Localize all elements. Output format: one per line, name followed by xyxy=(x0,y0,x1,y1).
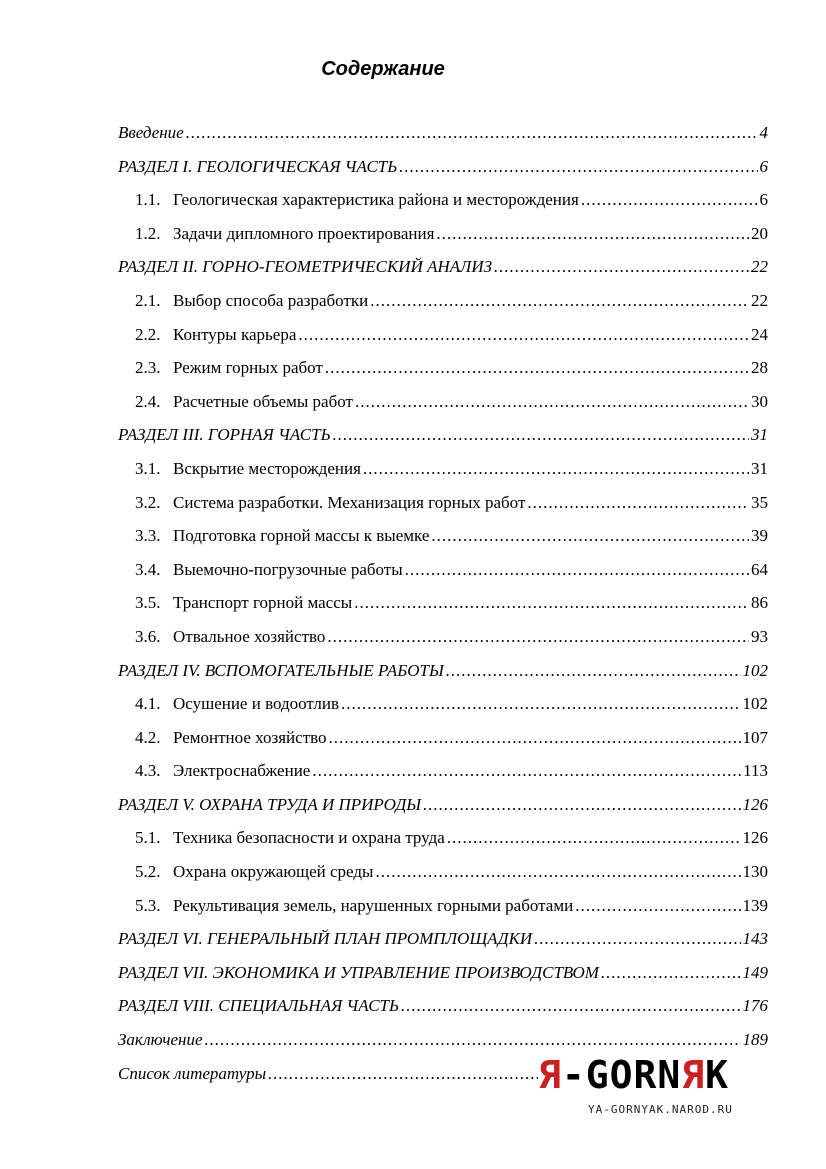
toc-entry-label: Осушение и водоотлив xyxy=(173,694,340,714)
toc-entry-number: 4.2. xyxy=(135,727,161,747)
toc-entry[interactable] xyxy=(118,284,768,318)
toc-leader-dots xyxy=(494,250,749,284)
toc-entry-page: 86 xyxy=(751,593,768,613)
toc-entry[interactable] xyxy=(118,183,768,217)
toc-entry[interactable] xyxy=(118,721,768,755)
toc-entry-page: 107 xyxy=(742,727,768,747)
toc-leader-dots xyxy=(341,687,740,721)
toc-entry-label: Выбор способа разработки xyxy=(173,290,369,310)
toc-entry-label: Задачи дипломного проектирования xyxy=(173,223,435,243)
toc-entry-label: Рекультивация земель, нарушенных горными работами xyxy=(173,895,574,915)
toc-entry-page: 20 xyxy=(751,223,768,243)
toc-leader-dots xyxy=(363,452,749,486)
toc-entry-number: 2.2. xyxy=(135,324,161,344)
toc-entry-page: 35 xyxy=(751,492,768,512)
toc-leader-dots xyxy=(399,150,757,184)
toc-leader-dots xyxy=(312,754,741,788)
toc-entry-label: РАЗДЕЛ II. ГОРНО-ГЕОМЕТРИЧЕСКИЙ АНАЛИЗ xyxy=(118,257,493,277)
toc-entry-page: 126 xyxy=(742,828,768,848)
toc-entry-page: 4 xyxy=(759,123,768,142)
toc-entry-page: 22 xyxy=(751,290,768,310)
toc-leader-dots xyxy=(405,553,749,587)
toc-entry-page: 189 xyxy=(742,1030,768,1050)
toc-entry-page: 28 xyxy=(751,358,768,378)
toc-entry-page: 102 xyxy=(742,694,768,714)
toc-entry-page: 126 xyxy=(742,794,768,814)
toc-leader-dots xyxy=(298,318,749,352)
toc-entry-page: 113 xyxy=(743,761,768,781)
toc-entry-label: Список литературы xyxy=(118,1063,267,1083)
toc-entry[interactable] xyxy=(118,654,768,688)
toc-entry[interactable] xyxy=(118,687,768,721)
toc-entry-number: 4.3. xyxy=(135,761,161,781)
toc-entry-page: 102 xyxy=(742,660,768,680)
toc-entry-label: РАЗДЕЛ V. ОХРАНА ТРУДА И ПРИРОДЫ xyxy=(118,794,422,814)
toc-entry-number: 2.1. xyxy=(135,290,161,310)
page-title: Содержание xyxy=(321,58,445,80)
toc-entry-label: РАЗДЕЛ IV. ВСПОМОГАТЕЛЬНЫЕ РАБОТЫ xyxy=(118,660,444,680)
toc-entry-number: 4.1. xyxy=(135,694,161,714)
toc-entry-number: 3.5. xyxy=(135,593,161,613)
toc-entry[interactable] xyxy=(118,889,768,923)
toc-leader-dots xyxy=(375,855,740,889)
toc-leader-dots xyxy=(327,620,749,654)
toc-entry[interactable] xyxy=(118,754,768,788)
toc-entry-label: Система разработки. Механизация горных работ xyxy=(173,492,526,512)
toc-entry-page: 30 xyxy=(751,391,768,411)
toc-entry[interactable] xyxy=(118,956,768,990)
toc-entry-label: Вскрытие месторождения xyxy=(173,458,361,478)
toc-entry[interactable] xyxy=(118,553,768,587)
toc-entry-label: Ремонтное хозяйство xyxy=(173,727,327,747)
toc-entry[interactable] xyxy=(118,351,768,385)
toc-entry-number: 3.6. xyxy=(135,626,161,646)
toc-entry-page: 31 xyxy=(751,458,768,478)
toc-entry-page: 24 xyxy=(751,324,768,344)
toc-entry-page: 31 xyxy=(751,425,768,445)
toc-entry-label: Выемочно-погрузочные работы xyxy=(173,559,403,579)
toc-entry[interactable] xyxy=(118,586,768,620)
toc-entry[interactable] xyxy=(118,821,768,855)
toc-entry-label: Введение xyxy=(118,123,184,142)
toc-entry[interactable] xyxy=(118,486,768,520)
toc-entry[interactable] xyxy=(118,318,768,352)
toc-entry-number: 3.2. xyxy=(135,492,161,512)
toc-entry[interactable] xyxy=(118,250,768,284)
toc-entry-label: РАЗДЕЛ III. ГОРНАЯ ЧАСТЬ xyxy=(118,425,331,445)
toc-entry-page: 22 xyxy=(751,257,768,277)
toc-entry-label: Отвальное хозяйство xyxy=(173,626,326,646)
toc-leader-dots xyxy=(431,519,749,553)
toc-entry[interactable] xyxy=(118,452,768,486)
toc-entry-label: Заключение xyxy=(118,1030,203,1050)
toc-entry-number: 5.3. xyxy=(135,895,161,915)
toc-leader-dots xyxy=(436,217,749,251)
table-of-contents xyxy=(118,116,768,1090)
toc-entry-page: 93 xyxy=(751,626,768,646)
toc-entry-number: 3.1. xyxy=(135,458,161,478)
toc-entry-page: 64 xyxy=(751,559,768,579)
toc-entry-page: 6 xyxy=(759,190,768,210)
toc-leader-dots xyxy=(446,654,741,688)
toc-entry[interactable] xyxy=(118,150,768,184)
toc-entry-label: Контуры карьера xyxy=(173,324,297,344)
toc-entry-label: РАЗДЕЛ VIII. СПЕЦИАЛЬНАЯ ЧАСТЬ xyxy=(118,996,400,1016)
toc-entry-number: 2.4. xyxy=(135,391,161,411)
toc-entry-number: 1.2. xyxy=(135,223,161,243)
toc-entry[interactable] xyxy=(118,989,768,1023)
logo-wordmark: Я-GORNЯK xyxy=(538,1053,730,1097)
toc-leader-dots xyxy=(355,385,749,419)
toc-entry[interactable] xyxy=(118,385,768,419)
toc-entry-label: Геологическая характеристика района и месторождения xyxy=(173,190,579,210)
toc-entry-label: Режим горных работ xyxy=(173,358,323,378)
toc-entry-page: 149 xyxy=(742,962,768,982)
toc-entry-page: 130 xyxy=(742,862,768,882)
toc-entry-label: РАЗДЕЛ VI. ГЕНЕРАЛЬНЫЙ ПЛАН ПРОМПЛОЩАДКИ xyxy=(118,929,533,949)
toc-leader-dots xyxy=(447,821,741,855)
toc-leader-dots xyxy=(329,721,741,755)
toc-leader-dots xyxy=(370,284,749,318)
toc-entry-page: 143 xyxy=(742,929,768,949)
toc-leader-dots xyxy=(423,788,740,822)
logo-url: YA-GORNYAK.NAROD.RU xyxy=(588,1103,733,1116)
toc-entry-number: 5.1. xyxy=(135,828,161,848)
toc-leader-dots xyxy=(333,418,749,452)
toc-entry-number: 3.4. xyxy=(135,559,161,579)
toc-entry[interactable] xyxy=(118,922,768,956)
toc-entry[interactable] xyxy=(118,620,768,654)
toc-entry-label: РАЗДЕЛ VII. ЭКОНОМИКА И УПРАВЛЕНИЕ ПРОИЗВОДСТВОМ xyxy=(118,962,599,982)
site-logo xyxy=(538,1052,788,1122)
toc-entry[interactable] xyxy=(118,788,768,822)
toc-entry-label: Охрана окружающей среды xyxy=(173,862,374,882)
toc-entry-page: 6 xyxy=(759,156,768,176)
toc-entry-number: 1.1. xyxy=(135,190,161,210)
toc-entry[interactable] xyxy=(118,418,768,452)
toc-entry-page: 39 xyxy=(751,526,768,546)
toc-entry-number: 2.3. xyxy=(135,358,161,378)
toc-leader-dots xyxy=(581,183,758,217)
toc-leader-dots xyxy=(401,989,740,1023)
toc-entry[interactable] xyxy=(118,519,768,553)
toc-leader-dots xyxy=(186,116,758,150)
toc-leader-dots xyxy=(354,586,749,620)
toc-leader-dots xyxy=(534,922,740,956)
toc-leader-dots xyxy=(601,956,741,990)
toc-entry-label: Транспорт горной массы xyxy=(173,593,353,613)
toc-entry-page: 176 xyxy=(742,996,768,1016)
toc-leader-dots xyxy=(325,351,749,385)
toc-entry[interactable] xyxy=(118,116,768,150)
toc-entry-page: 139 xyxy=(742,895,768,915)
toc-entry-label: РАЗДЕЛ I. ГЕОЛОГИЧЕСКАЯ ЧАСТЬ xyxy=(118,156,398,176)
toc-leader-dots xyxy=(527,486,749,520)
toc-leader-dots xyxy=(575,889,740,923)
toc-entry[interactable] xyxy=(118,855,768,889)
toc-entry[interactable] xyxy=(118,217,768,251)
toc-entry-number: 5.2. xyxy=(135,862,161,882)
toc-entry-label: Техника безопасности и охрана труда xyxy=(173,828,445,848)
toc-entry-label: Расчетные объемы работ xyxy=(173,391,353,411)
toc-entry-number: 3.3. xyxy=(135,526,161,546)
toc-entry-label: Электроснабжение xyxy=(173,761,311,781)
toc-entry-label: Подготовка горной массы к выемке xyxy=(173,526,430,546)
